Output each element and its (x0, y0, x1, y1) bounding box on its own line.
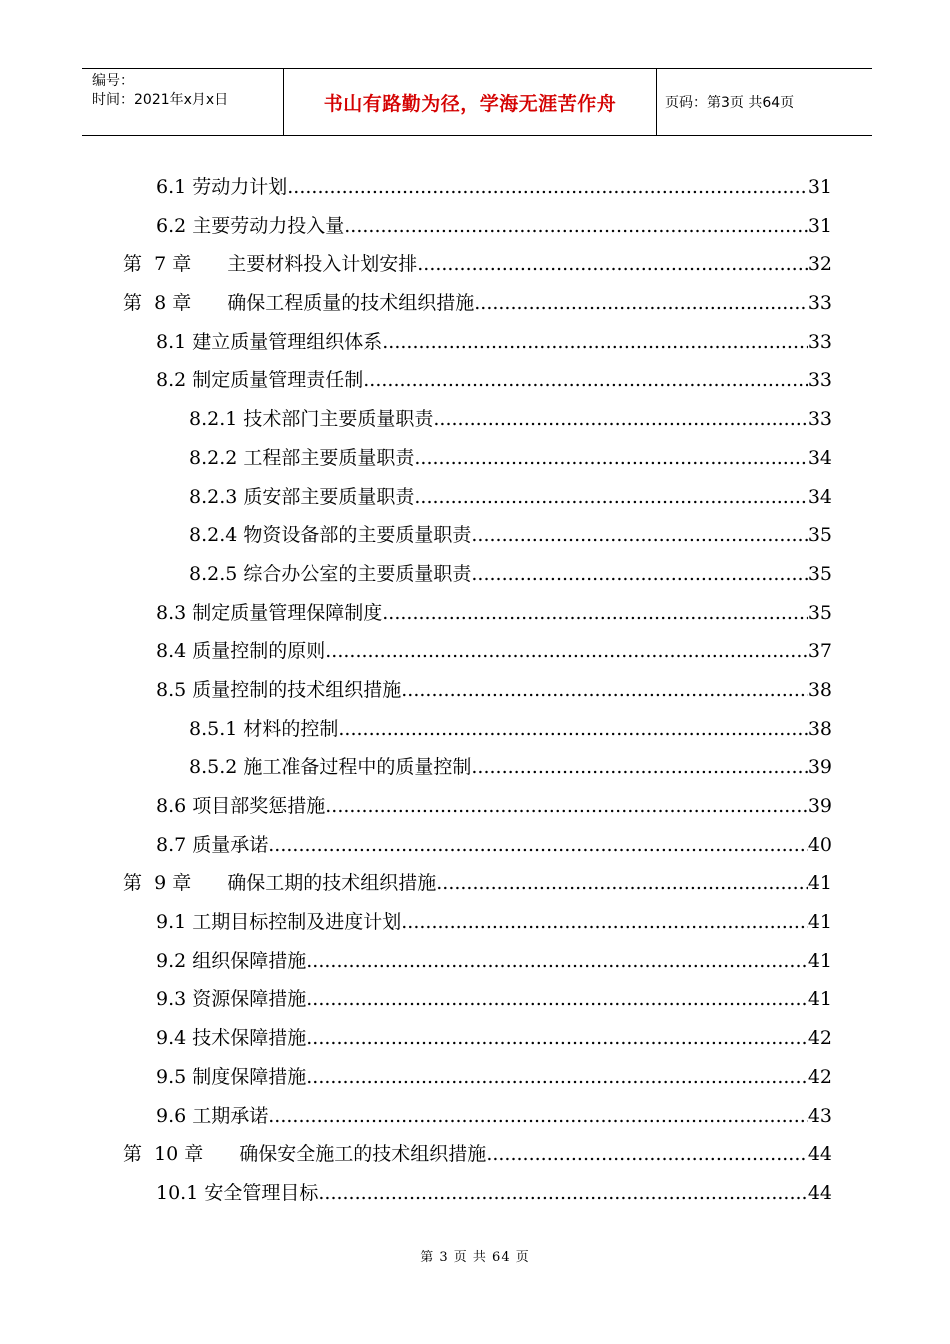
toc-dot-leader (338, 717, 807, 741)
toc-entry-label: 8.5.1 材料的控制 (189, 717, 339, 740)
toc-page-number: 35 (807, 601, 832, 624)
toc-entry-label: 9.1 工期目标控制及进度计划 (156, 911, 402, 934)
toc-entry[interactable] (0, 246, 950, 285)
toc-entry-label (123, 291, 474, 315)
toc-chapter-title: 确保安全施工的技术组织措施 (239, 1143, 487, 1166)
toc-entry-label: 6.2 主要劳动力投入量 (156, 214, 345, 237)
toc-entry[interactable] (0, 981, 950, 1020)
toc-entry-label: 8.2.4 物资设备部的主要质量职责 (189, 524, 472, 547)
toc-chapter-title: 确保工程质量的技术组织措施 (227, 292, 475, 315)
toc-dot-leader (433, 407, 807, 431)
toc-dot-leader (306, 1026, 808, 1050)
toc-dot-leader (417, 252, 808, 276)
toc-entry-label: 9.5 制度保障措施 (156, 1065, 307, 1088)
toc-entry-label: 8.2.5 综合办公室的主要质量职责 (189, 562, 472, 585)
toc-dot-leader (325, 639, 808, 663)
toc-entry[interactable] (0, 633, 950, 672)
toc-entry-label: 9.6 工期承诺 (156, 1104, 269, 1127)
toc-chapter-number: 第 7 章 (123, 253, 192, 276)
toc-page-number: 38 (807, 678, 832, 701)
document-header (82, 68, 872, 136)
toc-dot-leader (414, 446, 807, 470)
toc-entry[interactable] (0, 440, 950, 479)
toc-entry-label: 8.2 制定质量管理责任制 (156, 369, 364, 392)
toc-entry[interactable] (0, 904, 950, 943)
toc-chapter-title: 确保工期的技术组织措施 (227, 872, 437, 895)
toc-entry-label: 10.1 安全管理目标 (156, 1181, 319, 1204)
toc-entry-label: 8.5.2 施工准备过程中的质量控制 (189, 756, 472, 779)
toc-entry[interactable] (0, 943, 950, 982)
toc-entry-label: 8.1 建立质量管理组织体系 (156, 330, 383, 353)
toc-dot-leader (325, 794, 808, 818)
toc-page-number: 42 (807, 1027, 832, 1050)
toc-page-number: 33 (807, 369, 832, 392)
toc-dot-leader (382, 601, 808, 625)
toc-entry[interactable] (0, 749, 950, 788)
toc-entry-label: 9.3 资源保障措施 (156, 988, 307, 1011)
toc-dot-leader (401, 678, 808, 702)
toc-chapter-title: 主要材料投入计划安排 (227, 253, 418, 276)
toc-page-number: 44 (807, 1181, 832, 1204)
toc-entry-label (123, 252, 417, 276)
toc-entry-label: 8.7 质量承诺 (156, 833, 269, 856)
toc-entry[interactable] (0, 788, 950, 827)
document-time-label: 时间：2021年x月x日 (92, 92, 229, 108)
toc-entry[interactable] (0, 208, 950, 247)
table-of-contents (0, 169, 950, 1214)
toc-dot-leader (401, 910, 808, 934)
toc-entry-label (123, 871, 436, 895)
toc-entry[interactable] (0, 517, 950, 556)
toc-page-number: 35 (807, 524, 832, 547)
toc-page-number: 33 (807, 292, 832, 315)
toc-dot-leader (471, 523, 807, 547)
toc-page-number: 41 (807, 911, 832, 934)
toc-dot-leader (486, 1142, 808, 1166)
toc-entry-label: 8.2.2 工程部主要质量职责 (189, 446, 415, 469)
toc-dot-leader (344, 214, 808, 238)
toc-entry[interactable] (0, 556, 950, 595)
toc-entry[interactable] (0, 1175, 950, 1214)
toc-page-number: 41 (807, 872, 832, 895)
toc-dot-leader (471, 755, 807, 779)
toc-entry[interactable] (0, 169, 950, 208)
toc-entry[interactable] (0, 1098, 950, 1137)
toc-dot-leader (268, 833, 808, 857)
toc-entry-label: 8.5 质量控制的技术组织措施 (156, 678, 402, 701)
toc-page-number: 33 (807, 408, 832, 431)
header-motto: 书山有路勤为径，学海无涯苦作舟 (284, 69, 657, 135)
toc-page-number: 34 (807, 446, 832, 469)
toc-entry[interactable] (0, 1059, 950, 1098)
toc-entry[interactable] (0, 711, 950, 750)
toc-entry[interactable] (0, 865, 950, 904)
toc-chapter-number: 第 10 章 (123, 1143, 204, 1166)
toc-entry[interactable] (0, 1020, 950, 1059)
toc-page-number: 39 (807, 756, 832, 779)
toc-dot-leader (287, 175, 808, 199)
toc-dot-leader (471, 562, 807, 586)
document-number-label: 编号： (92, 73, 134, 89)
toc-dot-leader (306, 1065, 808, 1089)
toc-page-number: 38 (807, 717, 832, 740)
toc-dot-leader (306, 987, 808, 1011)
toc-page-number: 31 (807, 214, 832, 237)
toc-page-number: 35 (807, 562, 832, 585)
toc-dot-leader (306, 949, 808, 973)
toc-entry[interactable] (0, 324, 950, 363)
toc-page-number: 39 (807, 795, 832, 817)
toc-entry[interactable] (0, 672, 950, 711)
toc-dot-leader (382, 330, 808, 354)
toc-entry-label (123, 1142, 486, 1166)
page-footer: 第 3 页 共 64 页 (420, 1250, 530, 1265)
toc-page-number: 43 (807, 1104, 832, 1127)
toc-page-number: 32 (807, 253, 832, 276)
toc-page-number: 31 (807, 176, 832, 198)
toc-entry-label: 9.2 组织保障措施 (156, 949, 307, 972)
toc-entry[interactable] (0, 827, 950, 866)
toc-chapter-number: 第 8 章 (123, 292, 192, 315)
toc-dot-leader (363, 368, 808, 392)
toc-page-number: 33 (807, 330, 832, 353)
toc-entry[interactable] (0, 362, 950, 401)
toc-dot-leader (268, 1104, 808, 1128)
toc-entry-label: 8.2.3 质安部主要质量职责 (189, 485, 415, 508)
toc-page-number: 41 (807, 949, 832, 972)
toc-chapter-number: 第 9 章 (123, 872, 192, 895)
toc-entry[interactable] (0, 285, 950, 324)
toc-page-number: 41 (807, 988, 832, 1011)
toc-entry-label: 8.2.1 技术部门主要质量职责 (189, 408, 434, 431)
header-meta-cell (82, 69, 284, 135)
toc-entry-label: 8.3 制定质量管理保障制度 (156, 601, 383, 624)
toc-page-number: 44 (807, 1143, 832, 1166)
toc-entry[interactable] (0, 401, 950, 440)
toc-dot-leader (436, 871, 808, 895)
toc-dot-leader (414, 485, 807, 509)
toc-entry-label: 9.4 技术保障措施 (156, 1027, 307, 1050)
toc-entry-label: 6.1 劳动力计划 (156, 176, 288, 198)
toc-page-number: 42 (807, 1065, 832, 1088)
header-page-info: 页码：第3页 共64页 (665, 95, 795, 111)
toc-entry[interactable] (0, 1136, 950, 1175)
toc-entry[interactable] (0, 479, 950, 518)
toc-entry[interactable] (0, 595, 950, 634)
toc-page-number: 37 (807, 640, 832, 663)
toc-page-number: 40 (807, 833, 832, 856)
toc-entry-label: 8.6 项目部奖惩措施 (156, 795, 326, 817)
toc-entry-label: 8.4 质量控制的原则 (156, 640, 326, 663)
toc-dot-leader (474, 291, 808, 315)
toc-page-number: 34 (807, 485, 832, 508)
toc-dot-leader (318, 1181, 807, 1205)
